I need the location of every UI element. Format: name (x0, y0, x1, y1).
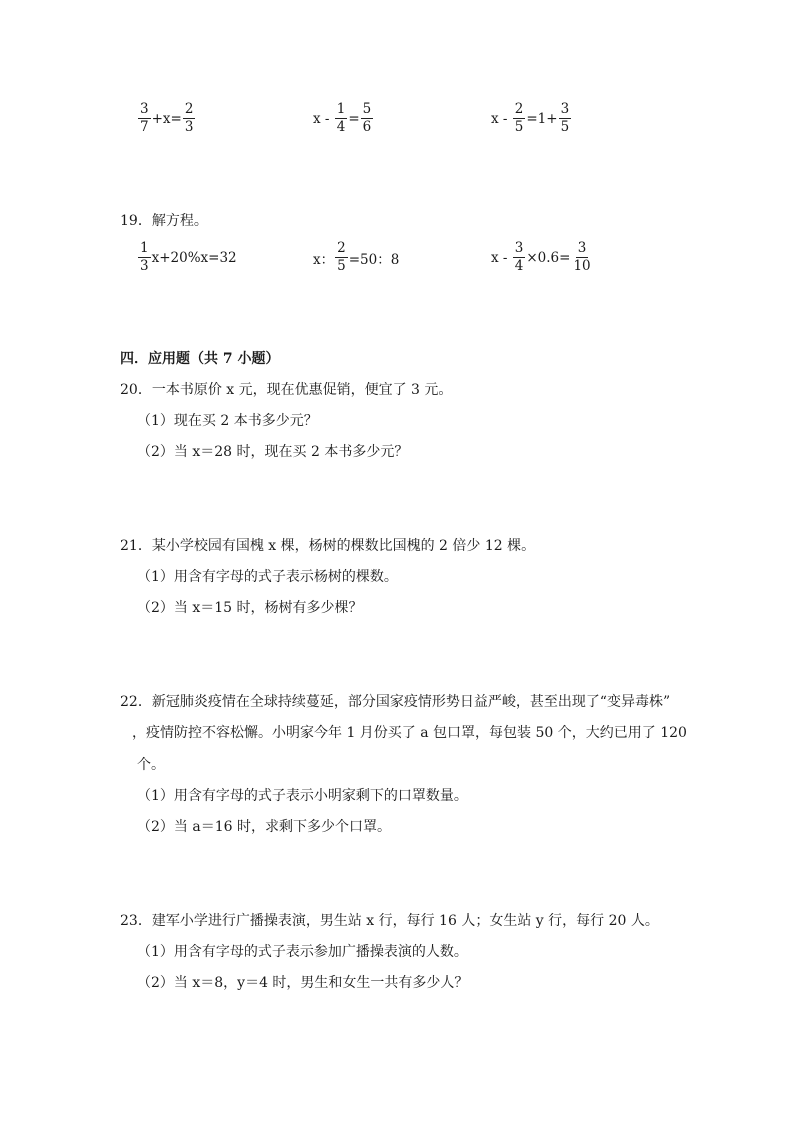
equation-text: x： (313, 251, 335, 268)
question-20-part-1: （1）现在买 2 本书多少元？ (137, 413, 318, 429)
question-23-stem: 23．建军小学进行广播操表演，男生站 x 行，每行 16 人；女生站 y 行，每行 20 人。 (120, 913, 659, 929)
fraction: $\frac{3}{4}$ (514, 240, 524, 274)
equation-1 (137, 102, 196, 135)
fraction: $\frac{2}{5}$ (514, 101, 524, 135)
question-22-part-1: （1）用含有字母的式子表示小明家剩下的口罩数量。 (137, 788, 468, 804)
equation-text: x+20%x=32 (151, 249, 237, 266)
equation-text: x - (313, 110, 334, 127)
question-20-part-2: （2）当 x＝28 时，现在买 2 本书多少元？ (137, 444, 409, 460)
fraction: $\frac{3}{10}$ (573, 240, 591, 274)
fraction: $\frac{5}{6}$ (362, 101, 372, 135)
question-22-stem-line-1: 22．新冠肺炎疫情在全球持续蔓延，部分国家疫情形势日益严峻，甚至出现了“变异毒株” (120, 694, 671, 710)
equation-19-2 (313, 241, 399, 274)
fraction: $\frac{1}{4}$ (336, 101, 346, 135)
fraction: $\frac{3}{5}$ (560, 101, 570, 135)
fraction: $\frac{1}{3}$ (140, 240, 149, 274)
section-heading: 四．应用题（共 7 小题） (120, 351, 280, 367)
question-20-stem: 20．一本书原价 x 元，现在优惠促销，便宜了 3 元。 (120, 382, 453, 398)
question-19-title: 19．解方程。 (120, 213, 208, 229)
equation-text: +x= (151, 110, 182, 127)
equation-text: ×0.6= (526, 249, 571, 266)
equation-19-3 (491, 241, 594, 274)
fraction: $\frac{3}{7}$ (140, 101, 149, 135)
equation-text: =50：8 (348, 251, 400, 268)
equation-text: = (348, 110, 360, 127)
question-21-part-2: （2）当 x＝15 时，杨树有多少棵？ (137, 600, 363, 616)
equation-2 (313, 102, 374, 135)
equation-19-1 (137, 241, 237, 274)
equation-text: x - (491, 249, 512, 266)
question-22-stem-line-2: ，疫情防控不容松懈。小明家今年 1 月份买了 a 包口罩，每包装 50 个，大约已用了 120 (132, 725, 687, 741)
question-23-part-2: （2）当 x＝8，y＝4 时，男生和女生一共有多少人？ (137, 975, 469, 991)
equation-text: =1+ (526, 110, 558, 127)
fraction: $\frac{2}{5}$ (337, 240, 346, 274)
equation-text: x - (491, 110, 512, 127)
question-22-stem-line-3: 个。 (137, 757, 165, 773)
equation-3 (491, 102, 572, 135)
question-21-part-1: （1）用含有字母的式子表示杨树的棵数。 (137, 569, 398, 585)
question-22-part-2: （2）当 a＝16 时，求剩下多少个口罩。 (137, 819, 391, 835)
fraction: $\frac{2}{3}$ (184, 101, 194, 135)
question-21-stem: 21．某小学校园有国槐 x 棵，杨树的棵数比国槐的 2 倍少 12 棵。 (120, 538, 536, 554)
question-23-part-1: （1）用含有字母的式子表示参加广播操表演的人数。 (137, 944, 468, 960)
